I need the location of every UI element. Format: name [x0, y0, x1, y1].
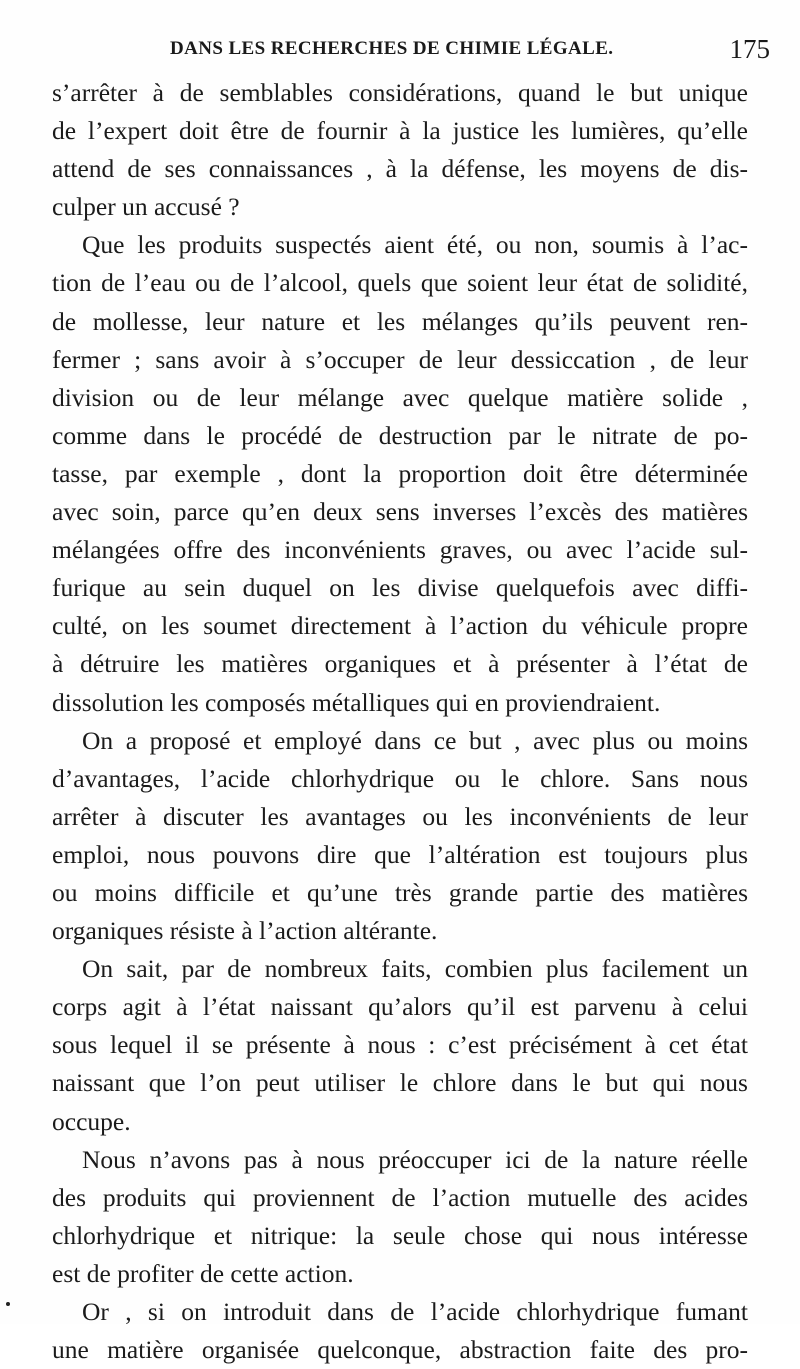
text-line: organiques résiste à l’action altérante. [52, 916, 438, 946]
text-line: division ou de leur mélange avec quelque matière solide , [52, 382, 748, 412]
text-line: naissant que l’on peut utiliser le chlore dans le but qui nous [52, 1068, 748, 1098]
text-line: ou moins difficile et qu’une très grande partie des matières [52, 877, 748, 907]
text-line: furique au sein duquel on les divise quelquefois avec diffi- [52, 573, 748, 603]
text-line: d’avantages, l’acide chlorhydrique ou le chlore. Sans nous [52, 763, 748, 793]
text-line: culper un accusé ? [52, 192, 240, 222]
text-line: s’arrêter à de semblables considérations, quand le but unique [52, 78, 748, 107]
text-line: sous lequel il se présente à nous : c’est précisément à cet état [52, 1030, 748, 1060]
text-line: tasse, par exemple , dont la proportion doit être déterminée [52, 458, 748, 488]
running-head: DANS LES RECHERCHES DE CHIMIE LÉGALE. [170, 38, 614, 59]
ink-speck [6, 1302, 10, 1306]
text-line: de mollesse, leur nature et les mélanges qu’ils peuvent ren- [52, 306, 748, 336]
text-line: dissolution les composés métalliques qui en proviendraient. [52, 687, 661, 717]
text-line: occupe. [52, 1106, 131, 1136]
text-line: Nous n’avons pas à nous préoccuper ici de la nature réelle [82, 1144, 748, 1174]
text-line: On sait, par de nombreux faits, combien plus facilement un [82, 954, 748, 984]
body-text [52, 74, 748, 1369]
text-line: On a proposé et employé dans ce but , avec plus ou moins [82, 725, 748, 755]
text-line: Que les produits suspectés aient été, ou non, soumis à l’ac- [82, 230, 748, 260]
page-number: 175 [729, 34, 770, 64]
text-line: arrêter à discuter les avantages ou les inconvénients de leur [52, 801, 748, 831]
text-line: comme dans le procédé de destruction par le nitrate de po- [52, 420, 748, 450]
text-line: à détruire les matières organiques et à présenter à l’état de [52, 649, 748, 679]
text-line: fermer ; sans avoir à s’occuper de leur dessiccation , de leur [52, 344, 748, 374]
text-line: Or , si on introduit dans de l’acide chlorhydrique fumant [82, 1297, 748, 1326]
text-line: est de profiter de cette action. [52, 1258, 354, 1288]
text-line: attend de ses connaissances , à la défense, les moyens de dis- [52, 154, 748, 184]
text-line: corps agit à l’état naissant qu’alors qu’il est parvenu à celui [52, 992, 748, 1022]
text-line: de l’expert doit être de fournir à la justice les lumières, qu’elle [52, 116, 748, 146]
text-line: mélangées offre des inconvénients graves, ou avec l’acide sul- [52, 535, 748, 565]
text-line: culté, on les soumet directement à l’action du véhicule propre [52, 611, 748, 641]
text-line: une matière organisée quelconque, abstraction faite des pro- [52, 1335, 748, 1365]
text-line: chlorhydrique et nitrique: la seule chose qui nous intéresse [52, 1220, 748, 1250]
text-line: des produits qui proviennent de l’action mutuelle des acides [52, 1182, 748, 1212]
page-header [170, 34, 770, 72]
text-line: tion de l’eau ou de l’alcool, quels que soient leur état de solidité, [52, 268, 748, 298]
text-line: avec soin, parce qu’en deux sens inverses l’excès des matières [52, 497, 748, 527]
text-line: emploi, nous pouvons dire que l’altération est toujours plus [52, 839, 748, 869]
